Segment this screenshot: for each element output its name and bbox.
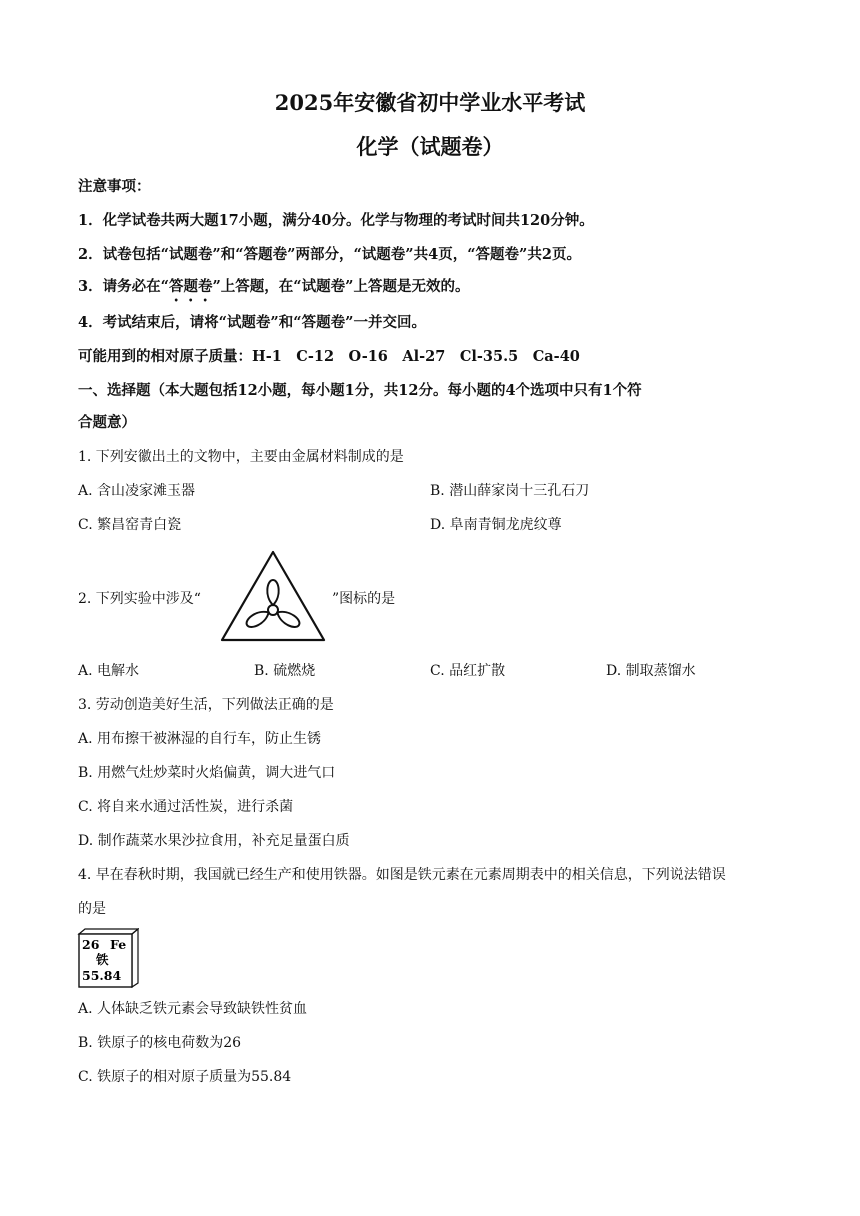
periodic-table-cell-iron (77, 928, 139, 988)
question-2-stem-end: ”图标的是 (332, 591, 396, 607)
emphasis-char: 题 (183, 278, 198, 295)
exam-subtitle: 化学（试题卷） (356, 134, 504, 159)
emphasis-char: 答 (168, 278, 184, 295)
question-1-option-b: B. 潜山薛家岗十三孔石刀 (430, 483, 590, 499)
question-2-option-a: A. 电解水 (78, 663, 140, 679)
question-4-option-b: B. 铁原子的核电荷数为26 (78, 1035, 242, 1051)
question-2-option-c: C. 品红扩散 (430, 663, 506, 679)
question-3-stem: 3. 劳动创造美好生活，下列做法正确的是 (78, 697, 334, 713)
question-3-option-d: D. 制作蔬菜水果沙拉食用，补充足量蛋白质 (78, 833, 350, 849)
notice-item-3 (78, 277, 469, 297)
question-1-option-d: D. 阜南青铜龙虎纹尊 (430, 517, 562, 533)
atomic-masses: 可能用到的相对原子质量：H-1 C-12 O-16 Al-27 Cl-35.5 Ca-40 (78, 348, 580, 365)
element-symbol: Fe (110, 937, 127, 952)
section-heading-cont: 合题意） (78, 414, 136, 431)
question-2-option-b: B. 硫燃烧 (254, 663, 316, 679)
question-3-option-a: A. 用布擦干被淋湿的自行车，防止生锈 (78, 731, 322, 747)
notice-item-1: 1．化学试卷共两大题17小题，满分40分。化学与物理的考试时间共120分钟。 (78, 212, 594, 229)
emphasis-char: 卷 (197, 278, 213, 295)
question-4-option-a: A. 人体缺乏铁元素会导致缺铁性贫血 (78, 1001, 308, 1017)
question-3-option-c: C. 将自来水通过活性炭，进行杀菌 (78, 799, 294, 815)
notice-item-3-before: 3．请务必在“ (78, 278, 169, 295)
question-4-stem: 4. 早在春秋时期，我国就已经生产和使用铁器。如图是铁元素在元素周期表中的相关信息，下列说法错误 (78, 867, 726, 883)
question-4-option-c: C. 铁原子的相对原子质量为55.84 (78, 1069, 292, 1085)
question-1-option-c: C. 繁昌窑青白瓷 (78, 517, 182, 533)
notice-heading: 注意事项： (78, 178, 151, 195)
question-2-stem-start: 2. 下列实验中涉及“ (78, 591, 201, 607)
atomic-mass: 55.84 (82, 968, 122, 983)
question-1-stem: 1. 下列安徽出土的文物中，主要由金属材料制成的是 (78, 449, 404, 465)
question-2-option-d: D. 制取蒸馏水 (606, 663, 696, 679)
notice-item-3-after: ”上答题，在“试题卷”上答题是无效的。 (212, 278, 470, 295)
notice-item-2: 2．试卷包括“试题卷”和“答题卷”两部分，“试题卷”共4页，“答题卷”共2页。 (78, 246, 581, 263)
question-4-stem-cont: 的是 (78, 901, 106, 917)
question-3-option-b: B. 用燃气灶炒菜时火焰偏黄，调大进气口 (78, 765, 336, 781)
section-heading: 一、选择题（本大题包括12小题，每小题1分，共12分。每小题的4个选项中只有1个符 (78, 382, 642, 399)
question-1-option-a: A. 含山凌家滩玉器 (78, 483, 196, 499)
atomic-number: 26 (82, 937, 100, 952)
notice-item-4: 4．考试结束后，请将“试题卷”和“答题卷”一并交回。 (78, 314, 426, 331)
ventilation-fan-warning-icon (218, 548, 328, 644)
exam-title: 2025年安徽省初中学业水平考试 (274, 90, 586, 115)
element-name: 铁 (96, 952, 109, 967)
